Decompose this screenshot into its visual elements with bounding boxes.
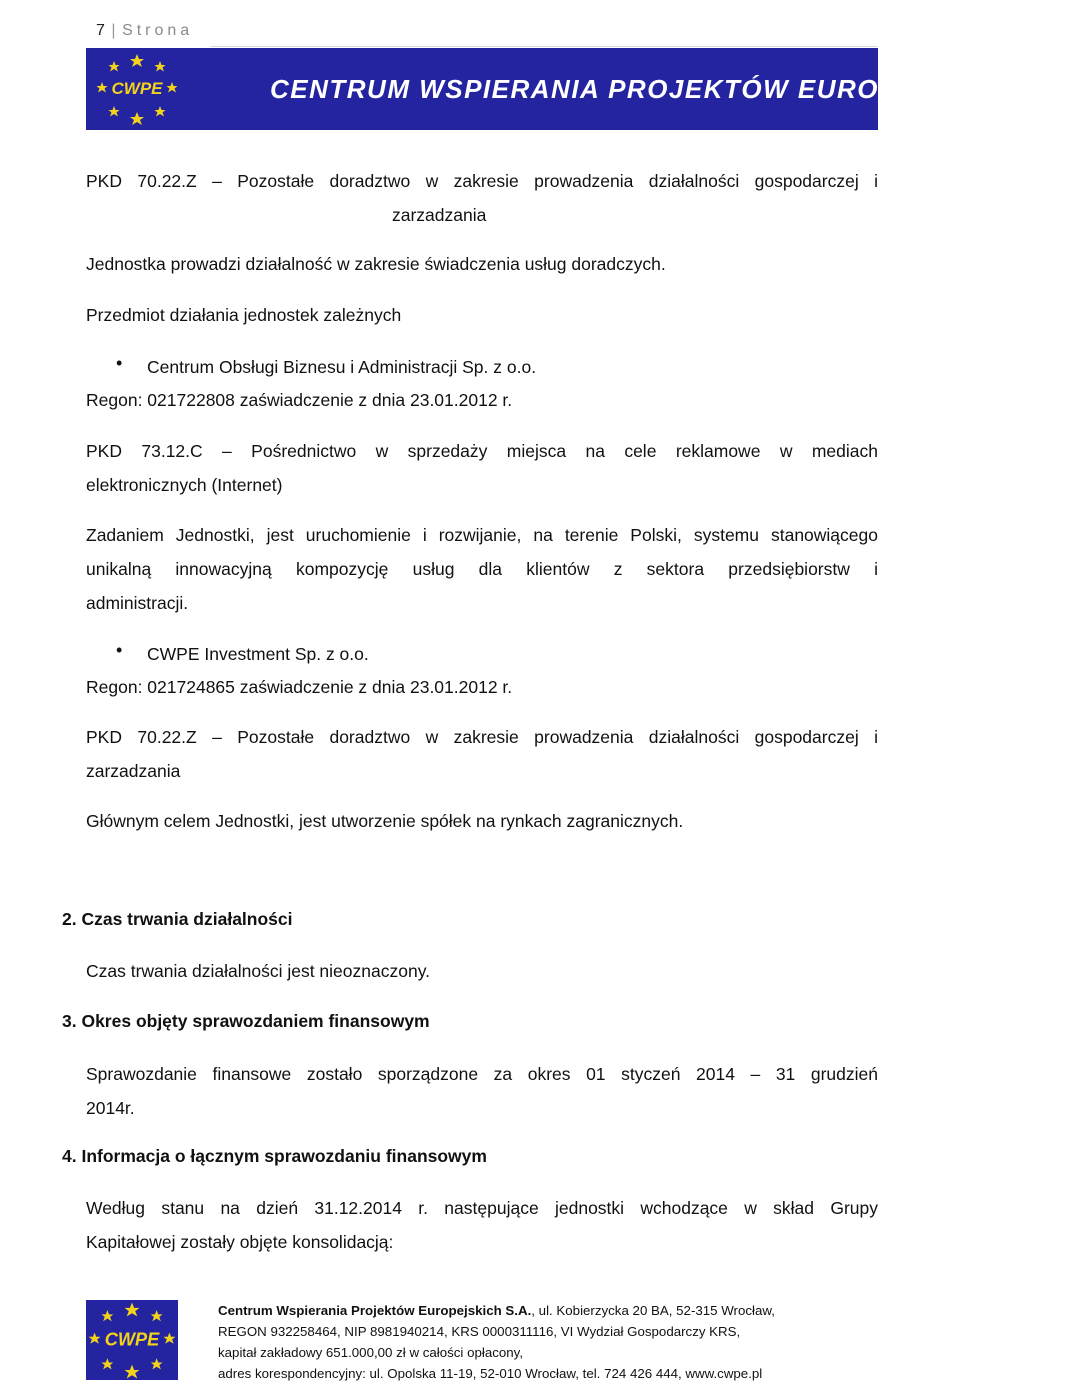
pkd-line-3: PKD 70.22.Z – Pozostałe doradztwo w zakresie prowadzenia działalności gospodarczej i bbox=[86, 727, 878, 747]
subsidiary-1-regon: Regon: 021722808 zaświadczenie z dnia 23.01.2012 r. bbox=[86, 390, 513, 410]
paragraph-period-1: Sprawozdanie finansowe zostało sporządzone za okres 01 styczeń 2014 – 31 grudzień bbox=[86, 1064, 878, 1084]
paragraph-consolidation-1: Według stanu na dzień 31.12.2014 r. następujące jednostki wchodzące w skład Grupy bbox=[86, 1198, 878, 1218]
paragraph-consolidation-2: Kapitałowej zostały objęte konsolidacją: bbox=[86, 1232, 394, 1252]
section-heading-2: 2. Czas trwania działalności bbox=[62, 909, 293, 929]
paragraph-main-goal: Głównym celem Jednostki, jest utworzenie spółek na rynkach zagranicznych. bbox=[86, 811, 684, 831]
footer-company: Centrum Wspierania Projektów Europejskich S.A. bbox=[218, 1303, 532, 1318]
page-number-label: 7 | Strona bbox=[96, 22, 194, 39]
paragraph-goal-2: unikalną innowacyjną kompozycję usług dla klientów z sektora przedsiębiorstw i bbox=[86, 559, 878, 579]
subsidiary-2-name: CWPE Investment Sp. z o.o. bbox=[147, 644, 369, 664]
footer-logo bbox=[86, 1300, 178, 1380]
header-banner bbox=[86, 48, 1086, 130]
page-number: 7 bbox=[96, 22, 106, 39]
footer-contact: adres korespondencyjny: ul. Opolska 11-19, 52-010 Wrocław, tel. 724 426 444, www.cwpe.pl bbox=[218, 1366, 763, 1381]
bullet-icon: • bbox=[116, 640, 123, 660]
section-heading-4: 4. Informacja o łącznym sprawozdaniu finansowym bbox=[62, 1146, 487, 1166]
header-rule bbox=[210, 46, 878, 47]
footer-info bbox=[218, 1300, 775, 1384]
footer-logo-text: CWPE bbox=[104, 1329, 160, 1350]
footer-logo-graphic bbox=[86, 1300, 178, 1380]
section-heading-3: 3. Okres objęty sprawozdaniem finansowym bbox=[62, 1011, 430, 1031]
footer-registry: REGON 932258464, NIP 8981940214, KRS 0000311116, VI Wydział Gospodarczy KRS, bbox=[218, 1324, 741, 1339]
pkd-line-2-cont: elektronicznych (Internet) bbox=[86, 475, 283, 495]
subsidiary-2-regon: Regon: 021724865 zaświadczenie z dnia 23.01.2012 r. bbox=[86, 677, 513, 697]
pkd-line-1: PKD 70.22.Z – Pozostałe doradztwo w zakresie prowadzenia działalności gospodarczej i bbox=[86, 171, 878, 191]
pkd-line-1-cont: zarzadzania bbox=[392, 205, 487, 225]
logo-text: CWPE bbox=[111, 79, 163, 98]
paragraph-activity: Jednostka prowadzi działalność w zakresie świadczenia usług doradczych. bbox=[86, 254, 666, 274]
bullet-icon: • bbox=[116, 353, 123, 373]
footer-capital: kapitał zakładowy 651.000,00 zł w całości opłacony, bbox=[218, 1345, 524, 1360]
pkd-line-2: PKD 73.12.C – Pośrednictwo w sprzedaży miejsca na cele reklamowe w mediach bbox=[86, 441, 878, 461]
paragraph-period-2: 2014r. bbox=[86, 1098, 135, 1118]
banner-title: CENTRUM WSPIERANIA PROJEKTÓW EUROPEJSKICH S.A. bbox=[270, 74, 1086, 104]
subsidiaries-heading: Przedmiot działania jednostek zależnych bbox=[86, 305, 402, 325]
paragraph-goal-1: Zadaniem Jednostki, jest uruchomienie i rozwijanie, na terenie Polski, systemu stanowiącego bbox=[86, 525, 878, 545]
footer-address: , ul. Kobierzycka 20 BA, 52-315 Wrocław, bbox=[531, 1303, 775, 1318]
paragraph-goal-3: administracji. bbox=[86, 593, 189, 613]
pkd-line-3-cont: zarzadzania bbox=[86, 761, 181, 781]
page-word: Strona bbox=[122, 22, 194, 39]
cwpe-logo bbox=[94, 52, 180, 126]
subsidiary-1-name: Centrum Obsługi Biznesu i Administracji Sp. z o.o. bbox=[147, 357, 537, 377]
paragraph-duration: Czas trwania działalności jest nieoznaczony. bbox=[86, 961, 431, 981]
